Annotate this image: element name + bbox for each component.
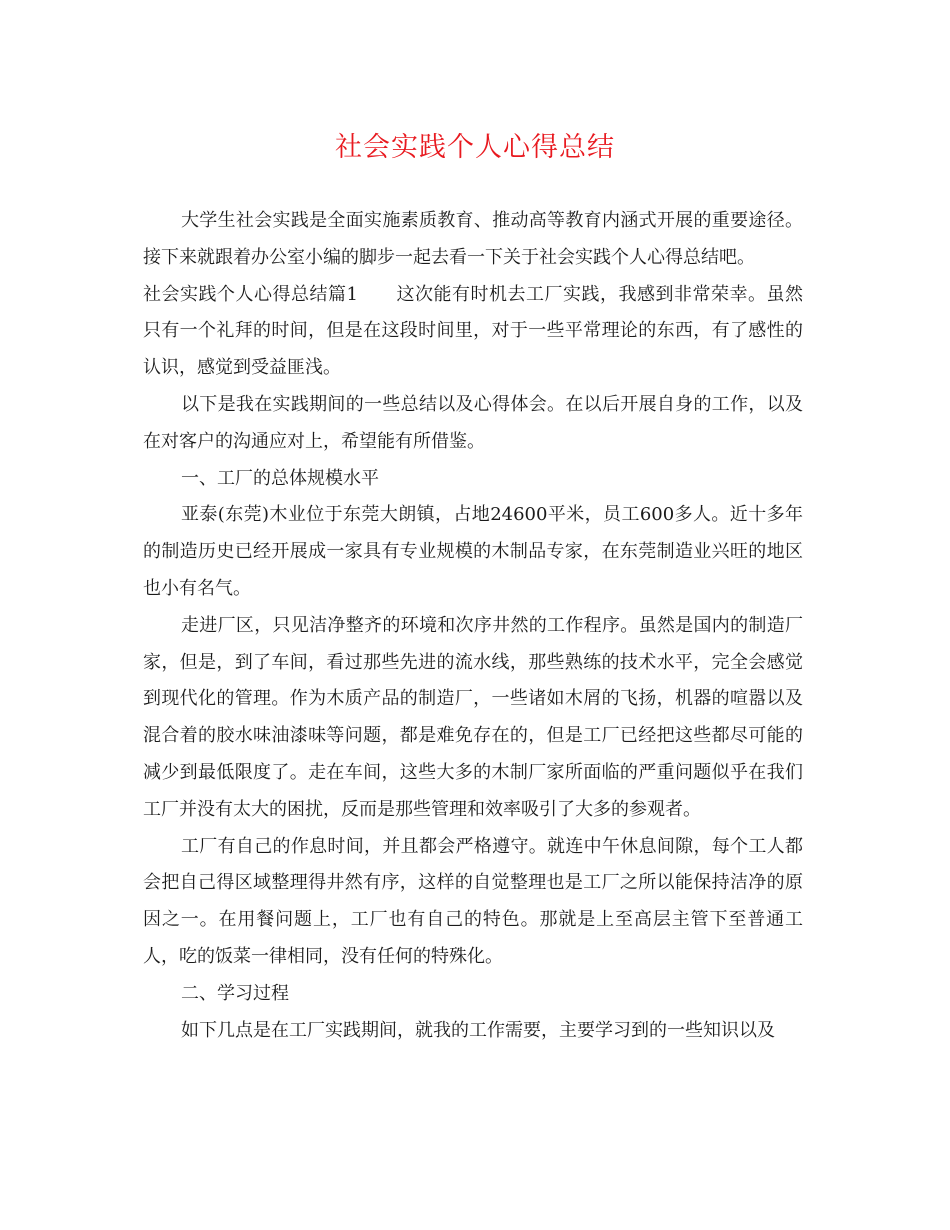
chapter-label: 社会实践个人心得总结篇1 (143, 283, 358, 305)
factory-paragraph: 走进厂区，只见洁净整齐的环境和次序井然的工作程序。虽然是国内的制造厂家，但是，到了车间，看过那些先进的流水线，那些熟练的技术水平，完全会感觉到现代化的管理。作为木质产品的制造厂，一些诸如木屑的飞扬，机器的喧嚣以及混合着的胶水味油漆味等问题，都是难免存在的，但是工厂已经把这些都尽可能的减少到最低限度了。走在车间，这些大多的木制厂家所面临的严重问题似乎在我们工厂并没有太大的困扰，反而是那些管理和效率吸引了大多的参观者。 (143, 614, 803, 820)
summary-paragraph: 以下是我在实践期间的一些总结以及心得体会。在以后开展自身的工作，以及在对客户的沟通应对上，希望能有所借鉴。 (143, 393, 803, 452)
schedule-paragraph: 工厂有自己的作息时间，并且都会严格遵守。就连中午休息间隙，每个工人都会把自己得区域整理得井然有序，这样的自觉整理也是工厂之所以能保持洁净的原因之一。在用餐问题上，工厂也有自己的特色。那就是上至高层主管下至普通工人，吃的饭菜一律相同，没有任何的特殊化。 (143, 835, 803, 967)
chapter-paragraph (143, 277, 803, 387)
intro-paragraph: 大学生社会实践是全面实施素质教育、推动高等教育内涵式开展的重要途径。接下来就跟着办公室小编的脚步一起去看一下关于社会实践个人心得总结吧。 (143, 210, 803, 268)
section-heading-learning: 二、学习过程 (181, 982, 289, 1004)
chapter-text: 这次能有时机去工厂实践，我感到非常荣幸。虽然只有一个礼拜的时间，但是在这段时间里，对于一些平常理论的东西，有了感性的认识，感觉到受益匪浅。 (143, 283, 803, 379)
document-title: 社会实践个人心得总结 (335, 132, 615, 163)
scale-paragraph: 亚泰(东莞)木业位于东莞大朗镇，占地24600平米，员工600多人。近十多年的制造历史已经开展成一家具有专业规模的木制品专家，在东莞制造业兴旺的地区也小有名气。 (143, 504, 803, 599)
section-heading-scale: 一、工厂的总体规模水平 (181, 467, 379, 489)
document-body (143, 203, 803, 1049)
learning-paragraph: 如下几点是在工厂实践期间，就我的工作需要，主要学习到的一些知识以及 (181, 1019, 775, 1041)
